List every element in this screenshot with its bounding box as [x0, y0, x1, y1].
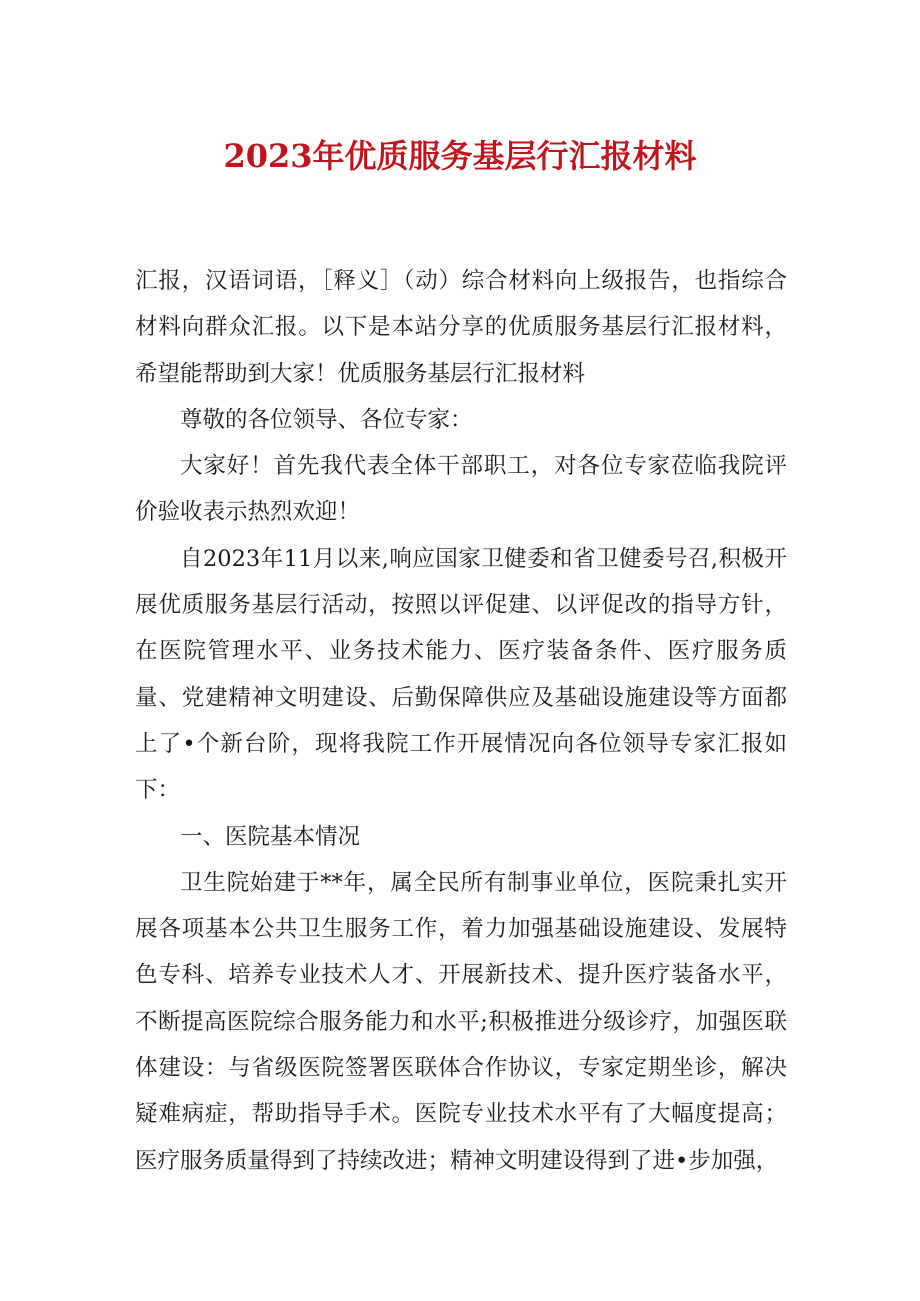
section-heading-basic-info: 一、医院基本情况: [180, 823, 361, 850]
document-title: 2023年优质服务基层行汇报材料: [223, 137, 697, 175]
paragraph-greeting: 大家好！首先我代表全体干部职工，对各位专家莅临我院评价验收表示热烈欢迎！: [135, 453, 787, 526]
paragraph-basic-info: 卫生院始建于**年，属全民所有制事业单位，医院秉扎实开展各项基本公共卫生服务工作，着力加强基础设施建设、发展特色专科、培养专业技术人才、开展新技术、提升医疗装备水平，不断提高医院综合服务能力和水平;积极推进分级诊疗，加强医联体建设：与省级医院签署医联体合作协议，专家定期坐诊，解决疑难病症，帮助指导手术。医院专业技术水平有了大幅度提高；医疗服务质量得到了持续改进；精神文明建设得到了进•步加强，: [135, 869, 787, 1174]
paragraph-salutation: 尊敬的各位领导、各位专家：: [180, 406, 473, 433]
document-body: [135, 258, 787, 1184]
paragraph-intro: 汇报，汉语词语，［释义］（动）综合材料向上级报告，也指综合材料向群众汇报。以下是本站分享的优质服务基层行汇报材料，希望能帮助到大家！优质服务基层行汇报材料: [135, 268, 787, 387]
paragraph-overview: 自2023年11月以来,响应国家卫健委和省卫健委号召,积极开展优质服务基层行活动，按照以评促建、以评促改的指导方针，在医院管理水平、业务技术能力、医疗装备条件、医疗服务质量、党建精神文明建设、后勤保障供应及基础设施建设等方面都上了•个新台阶，现将我院工作开展情况向各位领导专家汇报如下：: [135, 545, 787, 804]
